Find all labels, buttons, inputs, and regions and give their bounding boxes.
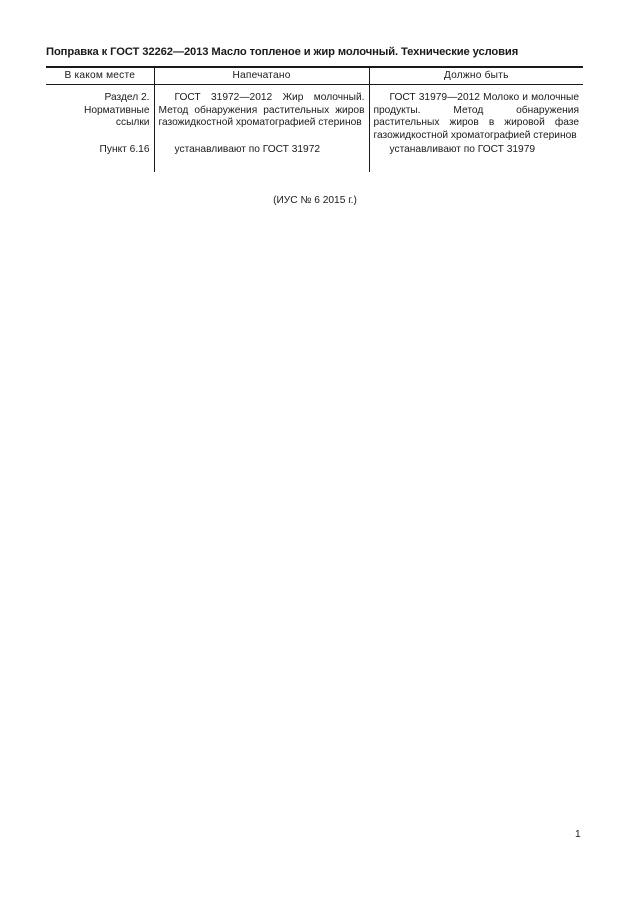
cell-place: Раздел 2. Нормативные ссылки: [83, 92, 150, 129]
column-header-should-be: Должно быть: [369, 67, 583, 85]
page-number: 1: [575, 829, 581, 840]
table-header-row: [46, 67, 583, 85]
cell-should-be: ГОСТ 31979—2012 Молоко и молочные продукты. Метод обнаружения растительных жиров в жировой фазе газожидкостной хроматографией стеринов: [369, 85, 583, 145]
cell-printed: устанавливают по ГОСТ 31972: [154, 144, 369, 172]
cell-printed: ГОСТ 31972—2012 Жир молочный. Метод обнаружения растительных жиров газожидкостной хроматографией стеринов: [154, 85, 369, 145]
column-header-place: В каком месте: [46, 67, 154, 85]
table-row: [46, 144, 583, 172]
cell-should-be: устанавливают по ГОСТ 31979: [369, 144, 583, 172]
column-header-printed: Напечатано: [154, 67, 369, 85]
correction-table: [46, 66, 583, 172]
table-row: [46, 85, 583, 145]
document-title: Поправка к ГОСТ 32262—2013 Масло топленое и жир молочный. Технические условия: [46, 46, 519, 58]
cell-place: Пункт 6.16: [99, 144, 150, 156]
source-note: (ИУС № 6 2015 г.): [273, 195, 357, 206]
